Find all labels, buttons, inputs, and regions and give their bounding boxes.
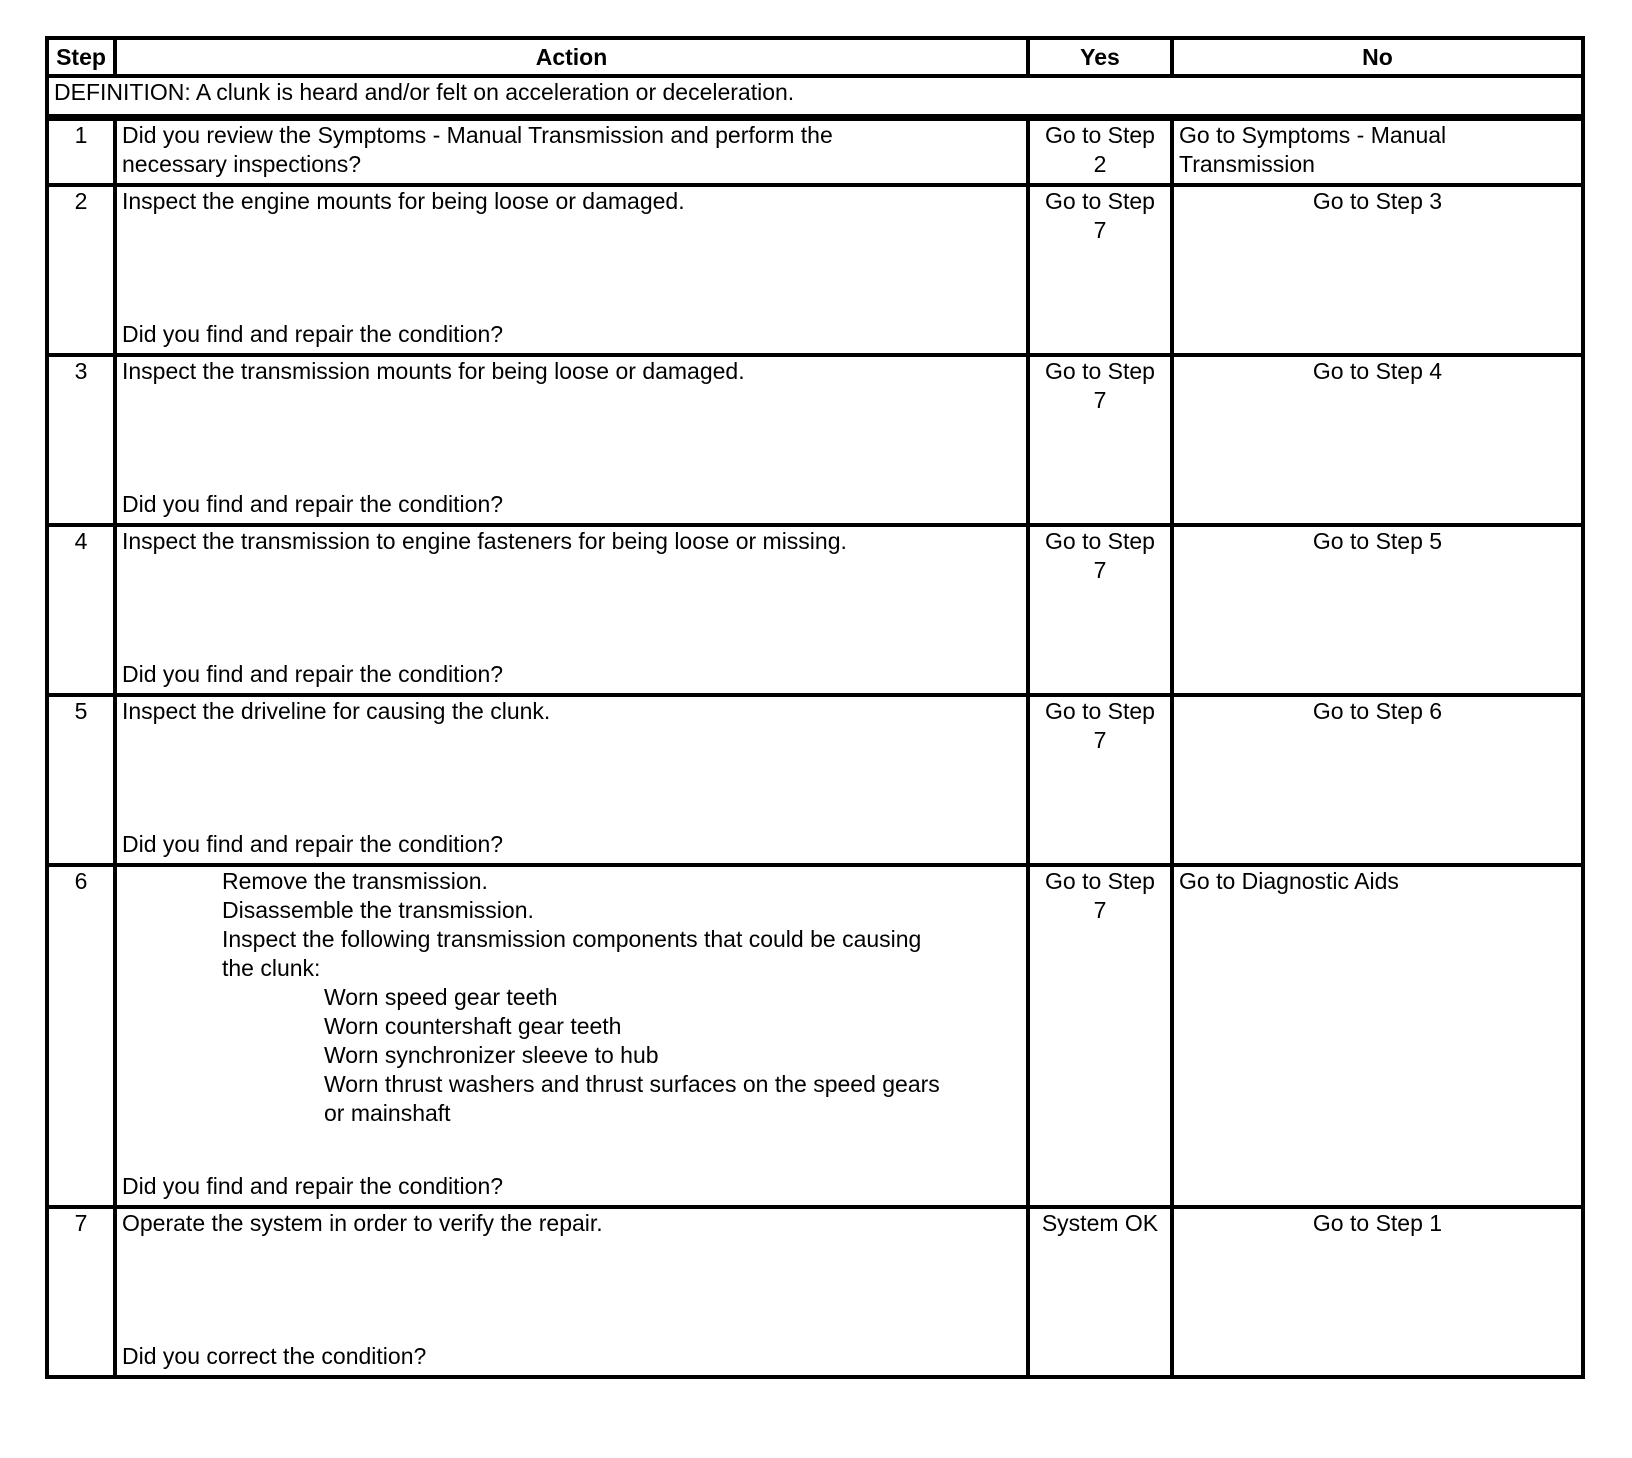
instruction-text: Inspect the engine mounts for being loose or damaged.	[122, 187, 685, 214]
question-text: Did you find and repair the condition?	[122, 1172, 504, 1199]
no-text: Go to Diagnostic Aids	[1172, 865, 1583, 1207]
table-row	[47, 355, 1583, 525]
question-text: Did you correct the condition?	[122, 1342, 427, 1369]
no-text: Go to Step 4	[1172, 355, 1583, 525]
no-text: Go to Step 3	[1172, 185, 1583, 355]
header-action: Action	[115, 38, 1028, 76]
yes-cell	[1028, 118, 1172, 185]
diagnostic-table	[45, 36, 1585, 1379]
step-number: 2	[47, 185, 115, 355]
yes-cell	[1028, 525, 1172, 695]
sub-list-item: Worn countershaft gear teeth	[324, 1012, 622, 1039]
instruction-text: Operate the system in order to verify the repair.	[122, 1209, 603, 1236]
yes-text: 7	[1093, 726, 1107, 753]
action-text: Did you review the Symptoms - Manual Transmission and perform the	[122, 122, 833, 148]
header-yes: Yes	[1028, 38, 1172, 76]
yes-text: 7	[1093, 896, 1107, 923]
list-item: Disassemble the transmission.	[222, 896, 534, 923]
yes-text: Go to Step	[1045, 697, 1155, 724]
action-cell	[115, 185, 1028, 355]
sub-list-item: Worn synchronizer sleeve to hub	[324, 1041, 659, 1068]
no-text: Transmission	[1179, 151, 1315, 177]
yes-text: Go to Step	[1045, 527, 1155, 554]
sub-list-item: Worn speed gear teeth	[324, 983, 558, 1010]
yes-cell	[1028, 355, 1172, 525]
yes-text: Go to Step	[1045, 122, 1155, 148]
instruction-text: Inspect the transmission to engine fasteners for being loose or missing.	[122, 527, 847, 554]
step-number: 7	[47, 1207, 115, 1377]
question-text: Did you find and repair the condition?	[122, 320, 504, 347]
header-row	[47, 38, 1583, 76]
step-number: 1	[47, 118, 115, 185]
yes-cell	[1028, 865, 1172, 1207]
question-text: Did you find and repair the condition?	[122, 660, 504, 687]
instruction-text: Inspect the driveline for causing the clunk.	[122, 697, 551, 724]
instruction-list	[122, 867, 1021, 1128]
table-row	[47, 118, 1583, 185]
no-text: Go to Step 5	[1172, 525, 1583, 695]
table-row	[47, 695, 1583, 865]
yes-text: 7	[1093, 386, 1107, 413]
no-text: Go to Symptoms - Manual	[1179, 122, 1447, 148]
list-item: Inspect the following transmission components that could be causing	[222, 925, 922, 952]
sub-list-item: or mainshaft	[324, 1099, 451, 1126]
action-cell	[115, 695, 1028, 865]
yes-text: Go to Step	[1045, 357, 1155, 384]
list-item: the clunk:	[222, 954, 321, 981]
definition-text: DEFINITION: A clunk is heard and/or felt on acceleration or deceleration.	[47, 76, 1583, 118]
yes-text: Go to Step	[1045, 867, 1155, 894]
yes-text: 2	[1093, 151, 1107, 177]
step-number: 4	[47, 525, 115, 695]
action-cell	[115, 1207, 1028, 1377]
table-row	[47, 865, 1583, 1207]
action-cell	[115, 865, 1028, 1207]
instruction-text: Inspect the transmission mounts for being loose or damaged.	[122, 357, 745, 384]
list-item: Remove the transmission.	[222, 867, 488, 894]
sub-list-item: Worn thrust washers and thrust surfaces on the speed gears	[324, 1070, 940, 1097]
table-row	[47, 525, 1583, 695]
step-number: 6	[47, 865, 115, 1207]
step-number: 5	[47, 695, 115, 865]
no-cell	[1172, 118, 1583, 185]
yes-text: 7	[1093, 216, 1107, 243]
table-row	[47, 185, 1583, 355]
yes-text: System OK	[1028, 1207, 1172, 1377]
question-text: Did you find and repair the condition?	[122, 490, 504, 517]
yes-text: Go to Step	[1045, 187, 1155, 214]
header-no: No	[1172, 38, 1583, 76]
action-text: necessary inspections?	[122, 151, 362, 177]
step-number: 3	[47, 355, 115, 525]
yes-text: 7	[1093, 556, 1107, 583]
no-text: Go to Step 1	[1172, 1207, 1583, 1377]
yes-cell	[1028, 695, 1172, 865]
table-row	[47, 1207, 1583, 1377]
definition-row	[47, 76, 1583, 118]
yes-cell	[1028, 185, 1172, 355]
action-cell	[115, 525, 1028, 695]
action-cell	[115, 355, 1028, 525]
question-text: Did you find and repair the condition?	[122, 830, 504, 857]
no-text: Go to Step 6	[1172, 695, 1583, 865]
action-cell	[115, 118, 1028, 185]
header-step: Step	[47, 38, 115, 76]
